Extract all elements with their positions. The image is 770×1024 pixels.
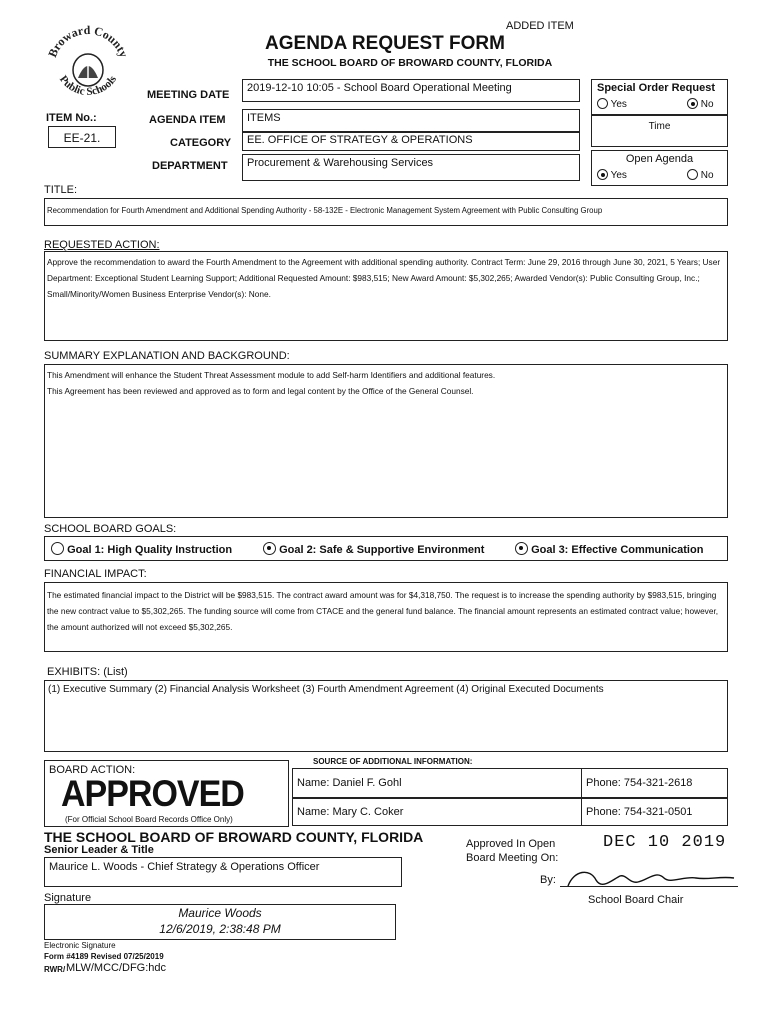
svg-text:Public Schools: Public Schools xyxy=(56,73,119,99)
form-number: Form #4189 Revised 07/25/2019 xyxy=(44,952,164,961)
approved-stamp: APPROVED xyxy=(61,773,244,815)
summary-label: SUMMARY EXPLANATION AND BACKGROUND: xyxy=(44,350,290,362)
source-label: SOURCE OF ADDITIONAL INFORMATION: xyxy=(313,757,473,766)
form-title: AGENDA REQUEST FORM xyxy=(265,33,505,54)
open-agenda-label: Open Agenda xyxy=(625,153,694,165)
category-field: EE. OFFICE OF STRATEGY & OPERATIONS xyxy=(242,132,580,151)
board-action-note: (For Official School Board Records Office Only) xyxy=(65,815,233,824)
special-order-no-radio[interactable] xyxy=(687,98,698,109)
meeting-date-label: MEETING DATE xyxy=(147,89,230,101)
open-agenda-box xyxy=(591,150,728,186)
goal-1-radio[interactable] xyxy=(51,542,64,555)
open-agenda-yes[interactable]: Yes xyxy=(597,169,627,181)
senior-leader-label: Senior Leader & Title xyxy=(44,844,154,856)
board-meeting-on-label: Board Meeting On: xyxy=(466,852,559,864)
item-no-value: EE-21. xyxy=(48,126,116,148)
department-label: DEPARTMENT xyxy=(152,160,228,172)
goal-3[interactable]: Goal 3: Effective Communication xyxy=(515,542,703,556)
chair-signature xyxy=(560,862,740,898)
title-field: Recommendation for Fourth Amendment and Additional Spending Authority - 58-132E - Electronic Management System Agreement with Public Consulting Group xyxy=(44,198,728,226)
requested-action-field: Approve the recommendation to award the Fourth Amendment to the Agreement with additional spending authority. Contract Term: June 29, 2016 through June 30, 2021, 5 Years; User Department: Exceptional Student Learning Support; Additional Requested Amount: $983,515; New Award Amount: $5,302,265; Awarded Vendor(s): Public Consulting Group, Inc.; Small/Minority/Women Business Enterprise Vendor(s): None. xyxy=(44,251,728,341)
source-name-2: Name: Mary C. Coker xyxy=(292,798,582,826)
time-box xyxy=(591,115,728,147)
svg-text:Broward County: Broward County xyxy=(45,22,131,60)
summary-line-1: This Amendment will enhance the Student Threat Assessment module to add Self-harm Identifiers and additional features. xyxy=(47,370,496,380)
item-no-label: ITEM No.: xyxy=(46,112,97,124)
open-agenda-no[interactable]: No xyxy=(687,169,714,181)
board-action-label: BOARD ACTION: xyxy=(49,764,136,776)
special-order-label: Special Order Request xyxy=(597,82,715,94)
signature-box xyxy=(44,904,396,940)
time-label: Time xyxy=(648,121,671,132)
goal-2[interactable]: Goal 2: Safe & Supportive Environment xyxy=(263,542,484,556)
summary-field xyxy=(44,364,728,518)
approved-in-open-label: Approved In Open xyxy=(466,838,556,850)
category-label: CATEGORY xyxy=(170,137,232,149)
requested-action-label: REQUESTED ACTION: xyxy=(44,239,160,251)
added-item-label: ADDED ITEM xyxy=(506,20,574,32)
goal-2-radio[interactable] xyxy=(263,542,276,555)
exhibits-field: (1) Executive Summary (2) Financial Analysis Worksheet (3) Fourth Amendment Agreement (4) Original Executed Documents xyxy=(44,680,728,752)
goal-3-radio[interactable] xyxy=(515,542,528,555)
source-phone-1: Phone: 754-321-2618 xyxy=(581,768,728,798)
special-order-no[interactable]: No xyxy=(687,98,714,110)
signature-date: 12/6/2019, 2:38:48 PM xyxy=(159,922,281,936)
special-order-box xyxy=(591,79,728,115)
exhibits-label: EXHIBITS: (List) xyxy=(47,666,128,678)
form-subtitle: THE SCHOOL BOARD OF BROWARD COUNTY, FLORIDA xyxy=(267,57,553,69)
agenda-item-field: ITEMS xyxy=(242,109,580,132)
by-label: By: xyxy=(540,874,556,886)
meeting-date-field: 2019-12-10 10:05 - School Board Operational Meeting xyxy=(242,79,580,102)
special-order-yes[interactable]: Yes xyxy=(597,98,627,110)
rwr-label: RWR/ xyxy=(44,965,66,974)
source-phone-2: Phone: 754-321-0501 xyxy=(581,798,728,826)
special-order-yes-radio[interactable] xyxy=(597,98,608,109)
board-action-box xyxy=(44,760,289,827)
open-agenda-yes-radio[interactable] xyxy=(597,169,608,180)
summary-line-2: This Agreement has been reviewed and approved as to form and legal content by the Office of the General Counsel. xyxy=(47,386,474,396)
department-field: Procurement & Warehousing Services xyxy=(242,154,580,181)
financial-field: The estimated financial impact to the District will be $983,515. The contract award amount was for $4,318,750. The request is to increase the spending authority by $983,515, bringing the new contract value to $5,302,265. The funding source will come from CTACE and the general fund balance. The financial amount represents an estimated contract value; however, the amount authorized will not exceed $5,302,265. xyxy=(44,582,728,652)
agenda-item-label: AGENDA ITEM xyxy=(149,114,226,126)
open-agenda-no-radio[interactable] xyxy=(687,169,698,180)
school-board-chair-label: School Board Chair xyxy=(588,894,684,906)
goal-1[interactable]: Goal 1: High Quality Instruction xyxy=(51,542,232,556)
senior-leader-field: Maurice L. Woods - Chief Strategy & Operations Officer xyxy=(44,857,402,887)
source-name-1: Name: Daniel F. Gohl xyxy=(292,768,582,798)
signature-name: Maurice Woods xyxy=(178,906,262,920)
initials: MLW/MCC/DFG:hdc xyxy=(66,962,167,974)
approval-date: DEC 10 2019 xyxy=(603,833,727,852)
goals-box xyxy=(44,536,728,561)
electronic-signature-label: Electronic Signature xyxy=(44,941,116,950)
financial-label: FINANCIAL IMPACT: xyxy=(44,568,147,580)
title-label: TITLE: xyxy=(44,184,78,196)
board-name: THE SCHOOL BOARD OF BROWARD COUNTY, FLORIDA xyxy=(44,829,424,845)
goals-label: SCHOOL BOARD GOALS: xyxy=(44,523,177,535)
signature-label: Signature xyxy=(44,892,92,904)
